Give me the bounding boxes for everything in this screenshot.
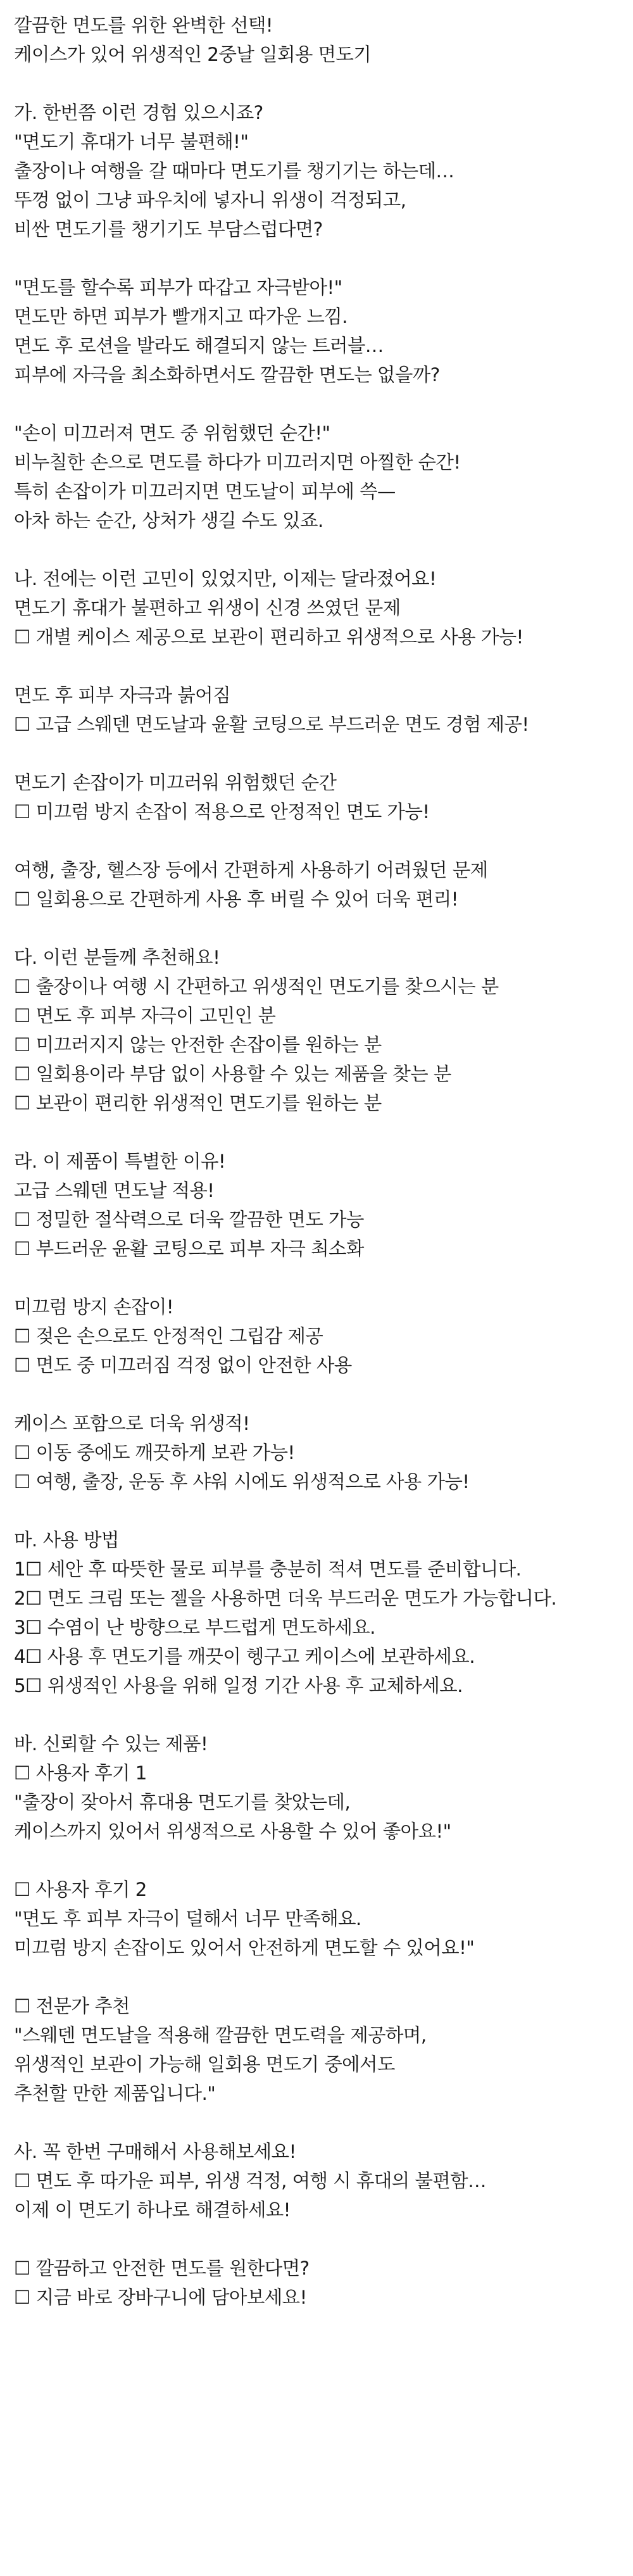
- text-line: ☐ 보관이 편리한 위생적인 면도기를 원하는 분: [14, 1092, 382, 1114]
- text-line: 비누칠한 손으로 면도를 하다가 미끄러지면 아찔한 순간!: [14, 451, 461, 473]
- text-line: 마. 사용 방법: [14, 1529, 119, 1551]
- text-line: 4☐ 사용 후 면도기를 깨끗이 헹구고 케이스에 보관하세요.: [14, 1646, 475, 1667]
- text-line: ☐ 미끄러지지 않는 안전한 손잡이를 원하는 분: [14, 1034, 382, 1056]
- text-line: 미끄럼 방지 손잡이!: [14, 1296, 173, 1318]
- text-line: 면도만 하면 피부가 빨개지고 따가운 느낌.: [14, 306, 348, 327]
- text-line: ☐ 여행, 출장, 운동 후 샤워 시에도 위생적으로 사용 가능!: [14, 1471, 470, 1493]
- text-line: ☐ 부드러운 윤활 코팅으로 피부 자극 최소화: [14, 1238, 364, 1260]
- text-line: 가. 한번쯤 이런 경험 있으시죠?: [14, 102, 263, 123]
- text-line: "손이 미끄러져 면도 중 위험했던 순간!": [14, 422, 330, 444]
- text-line: 면도 후 로션을 발라도 해결되지 않는 트러블…: [14, 335, 384, 357]
- text-line: "출장이 잦아서 휴대용 면도기를 찾았는데,: [14, 1791, 351, 1813]
- text-line: ☐ 지금 바로 장바구니에 담아보세요!: [14, 2287, 307, 2308]
- text-line: "면도기 휴대가 너무 불편해!": [14, 131, 249, 153]
- text-line: ☐ 사용자 후기 1: [14, 1762, 147, 1784]
- text-line: 케이스가 있어 위생적인 2중날 일회용 면도기: [14, 44, 372, 65]
- text-line: 추천할 만한 제품입니다.": [14, 2083, 216, 2104]
- text-line: 케이스 포함으로 더욱 위생적!: [14, 1413, 250, 1434]
- text-line: "면도 후 피부 자극이 덜해서 너무 만족해요.: [14, 1908, 361, 1929]
- text-line: 나. 전에는 이런 고민이 있었지만, 이제는 달라졌어요!: [14, 568, 437, 590]
- text-line: 5☐ 위생적인 사용을 위해 일정 기간 사용 후 교체하세요.: [14, 1675, 463, 1696]
- text-line: 비싼 면도기를 챙기기도 부담스럽다면?: [14, 218, 323, 240]
- text-line: ☐ 면도 후 피부 자극이 고민인 분: [14, 1005, 276, 1026]
- text-line: 라. 이 제품이 특별한 이유!: [14, 1151, 226, 1172]
- text-line: 다. 이런 분들께 추천해요!: [14, 947, 220, 968]
- text-line: ☐ 정밀한 절삭력으로 더욱 깔끔한 면도 가능: [14, 1209, 364, 1230]
- text-line: ☐ 깔끔하고 안전한 면도를 원한다면?: [14, 2257, 310, 2279]
- text-line: 피부에 자극을 최소화하면서도 깔끔한 면도는 없을까?: [14, 364, 440, 386]
- text-line: 사. 꼭 한번 구매해서 사용해보세요!: [14, 2141, 296, 2162]
- text-line: ☐ 사용자 후기 2: [14, 1879, 147, 1900]
- text-line: ☐ 일회용이라 부담 없이 사용할 수 있는 제품을 찾는 분: [14, 1063, 451, 1085]
- text-line: 면도기 휴대가 불편하고 위생이 신경 쓰였던 문제: [14, 597, 401, 619]
- text-line: 3☐ 수염이 난 방향으로 부드럽게 면도하세요.: [14, 1617, 375, 1638]
- text-line: ☐ 이동 중에도 깨끗하게 보관 가능!: [14, 1442, 295, 1463]
- text-line: 면도기 손잡이가 미끄러워 위험했던 순간: [14, 772, 337, 793]
- text-line: 뚜껑 없이 그냥 파우치에 넣자니 위생이 걱정되고,: [14, 189, 406, 211]
- text-line: ☐ 면도 후 따가운 피부, 위생 걱정, 여행 시 휴대의 불편함…: [14, 2170, 486, 2192]
- text-line: ☐ 전문가 추천: [14, 1995, 130, 2017]
- text-line: "스웨덴 면도날을 적용해 깔끔한 면도력을 제공하며,: [14, 2024, 427, 2046]
- text-line: 깔끔한 면도를 위한 완벽한 선택!: [14, 15, 273, 36]
- text-line: ☐ 젖은 손으로도 안정적인 그립감 제공: [14, 1325, 323, 1347]
- text-line: 특히 손잡이가 미끄러지면 면도날이 피부에 쓱—: [14, 481, 396, 502]
- text-line: ☐ 미끄럼 방지 손잡이 적용으로 안정적인 면도 가능!: [14, 801, 430, 823]
- text-line: 아차 하는 순간, 상처가 생길 수도 있죠.: [14, 510, 323, 531]
- text-line: 케이스까지 있어서 위생적으로 사용할 수 있어 좋아요!": [14, 1821, 451, 1842]
- text-line: ☐ 일회용으로 간편하게 사용 후 버릴 수 있어 더욱 편리!: [14, 888, 458, 910]
- text-line: ☐ 개별 케이스 제공으로 보관이 편리하고 위생적으로 사용 가능!: [14, 626, 523, 648]
- text-line: 고급 스웨덴 면도날 적용!: [14, 1180, 215, 1201]
- text-line: 위생적인 보관이 가능해 일회용 면도기 중에서도: [14, 2054, 395, 2075]
- text-line: 1☐ 세안 후 따뜻한 물로 피부를 충분히 적셔 면도를 준비합니다.: [14, 1558, 522, 1580]
- text-line: 2☐ 면도 크림 또는 젤을 사용하면 더욱 부드러운 면도가 가능합니다.: [14, 1588, 557, 1609]
- text-line: ☐ 출장이나 여행 시 간편하고 위생적인 면도기를 찾으시는 분: [14, 976, 499, 997]
- text-line: 출장이나 여행을 갈 때마다 면도기를 챙기기는 하는데…: [14, 160, 454, 182]
- text-line: 면도 후 피부 자극과 붉어짐: [14, 685, 230, 706]
- text-line: ☐ 면도 중 미끄러짐 걱정 없이 안전한 사용: [14, 1354, 352, 1376]
- text-line: 바. 신뢰할 수 있는 제품!: [14, 1733, 208, 1755]
- text-line: 미끄럼 방지 손잡이도 있어서 안전하게 면도할 수 있어요!": [14, 1937, 475, 1959]
- text-line: 여행, 출장, 헬스장 등에서 간편하게 사용하기 어려웠던 문제: [14, 859, 488, 881]
- text-line: 이제 이 면도기 하나로 해결하세요!: [14, 2199, 291, 2221]
- text-line: "면도를 할수록 피부가 따갑고 자극받아!": [14, 277, 342, 298]
- text-line: ☐ 고급 스웨덴 면도날과 윤활 코팅으로 부드러운 면도 경험 제공!: [14, 714, 529, 735]
